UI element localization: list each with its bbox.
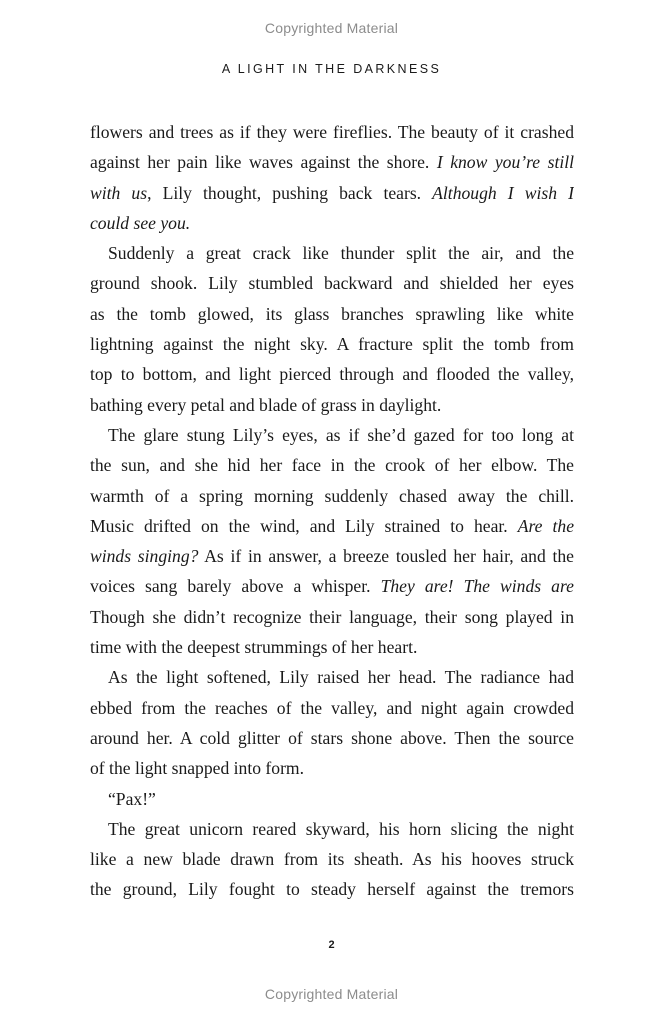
text-span: top to bottom, and light pierced through and flooded the valley, <box>90 364 574 385</box>
text-span: As the light softened, Lily raised her head. The radiance had <box>108 667 574 688</box>
text-line <box>90 147 574 177</box>
italic-text: I know you’re still <box>436 152 574 173</box>
text-span: ground shook. Lily stumbled backward and shielded her eyes <box>90 273 574 294</box>
text-line <box>90 390 574 420</box>
copyright-watermark-bottom: Copyrighted Material <box>264 986 399 1002</box>
text-line <box>90 693 574 723</box>
text-line <box>90 117 574 147</box>
text-line <box>90 299 574 329</box>
italic-text: Are the <box>517 515 574 536</box>
text-span: the ground, Lily fought to steady herself against the tremors <box>90 879 574 900</box>
text-line <box>90 420 574 450</box>
text-line <box>90 814 574 844</box>
text-span: of the light snapped into form. <box>90 758 305 779</box>
text-line <box>90 844 574 874</box>
text-span: Suddenly a great crack like thunder split the air, and the <box>108 243 574 264</box>
text-span: , Lily thought, pushing back tears. <box>147 182 433 203</box>
italic-text: Although I wish I <box>432 182 574 203</box>
text-line <box>90 874 574 904</box>
text-span: voices sang barely above a whisper. <box>90 576 381 597</box>
text-line <box>90 329 574 359</box>
text-span: Though she didn’t recognize their language, their song played in <box>90 606 574 627</box>
italic-text: winds singing? <box>90 546 199 567</box>
text-line <box>90 359 574 389</box>
text-line <box>90 268 574 298</box>
running-head: A LIGHT IN THE DARKNESS <box>221 62 442 76</box>
text-line <box>90 511 574 541</box>
text-span: time with the deepest strummings of her heart. <box>90 637 418 658</box>
text-span: ebbed from the reaches of the valley, and night again crowded <box>90 697 574 718</box>
page-number: 2 <box>328 939 335 951</box>
text-line <box>90 632 574 662</box>
text-span: like a new blade drawn from its sheath. As his hooves struck <box>90 849 574 870</box>
text-line <box>90 541 574 571</box>
text-line <box>90 602 574 632</box>
text-line <box>90 723 574 753</box>
text-span: The glare stung Lily’s eyes, as if she’d gazed for too long at <box>108 424 574 445</box>
italic-text: They are! The winds are <box>380 576 574 597</box>
text-span: lightning against the night sky. A fracture split the tomb from <box>90 334 574 355</box>
text-line <box>90 753 574 783</box>
text-span: bathing every petal and blade of grass in daylight. <box>90 394 442 415</box>
text-line <box>90 662 574 692</box>
text-line <box>90 178 574 208</box>
text-span: Music drifted on the wind, and Lily strained to hear. <box>90 515 518 536</box>
italic-text: could see you. <box>90 212 191 233</box>
text-line <box>90 238 574 268</box>
text-line <box>90 571 574 601</box>
copyright-watermark-top: Copyrighted Material <box>264 20 399 36</box>
text-line <box>90 481 574 511</box>
body-text <box>90 117 574 905</box>
text-span: around her. A cold glitter of stars shone above. Then the source <box>90 727 574 748</box>
text-span: flowers and trees as if they were fireflies. The beauty of it crashed <box>90 122 574 142</box>
text-span: “Pax!” <box>108 788 156 809</box>
italic-text: with us <box>90 182 148 203</box>
text-line <box>90 450 574 480</box>
text-line <box>90 208 574 238</box>
text-line <box>90 784 574 814</box>
text-span: as the tomb glowed, its glass branches sprawling like white <box>90 303 574 324</box>
text-span: As if in answer, a breeze tousled her hair, and the <box>198 546 574 567</box>
text-span: The great unicorn reared skyward, his horn slicing the night <box>108 818 574 839</box>
text-span: the sun, and she hid her face in the crook of her elbow. The <box>90 455 574 476</box>
text-span: warmth of a spring morning suddenly chased away the chill. <box>90 485 574 506</box>
text-span: against her pain like waves against the shore. <box>90 152 437 173</box>
